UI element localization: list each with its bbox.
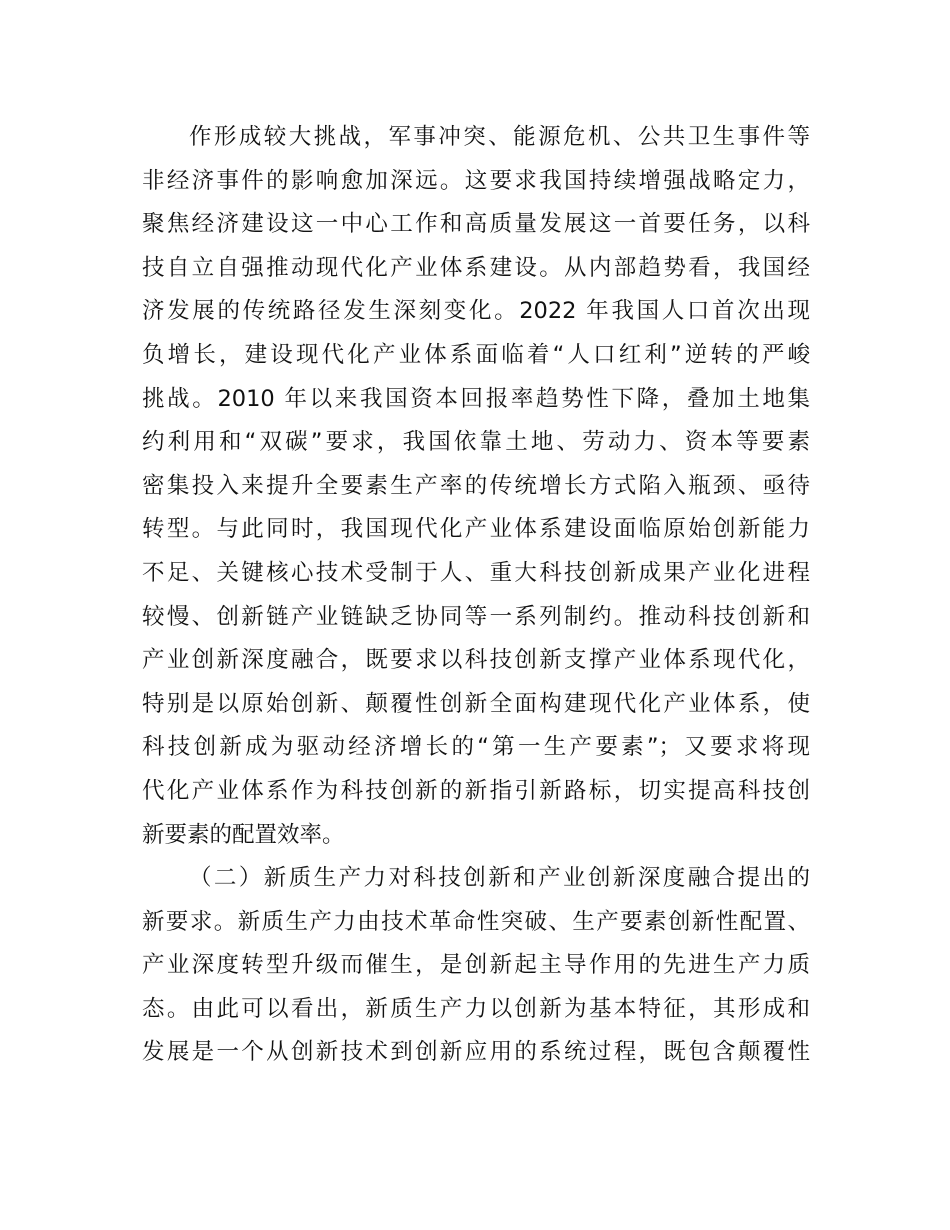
section-heading-line: （二）新质生产力对科技创新和产业创新深度融合提出的 [189, 865, 810, 892]
text-line: 发展是一个从创新技术到创新应用的系统过程，既包含颠覆性 [142, 1039, 810, 1066]
text-line: 挑战。2010 年以来我国资本回报率趋势性下降，叠加土地集 [142, 385, 810, 412]
text-line: 较慢、创新链产业链缺乏协同等一系列制约。推动科技创新和 [142, 603, 810, 630]
text-line: 新要素的配置效率。 [142, 821, 345, 848]
text-line: 不足、关键核心技术受制于人、重大科技创新成果产业化进程 [142, 559, 810, 586]
text-line: 约利用和“双碳”要求，我国依靠土地、劳动力、资本等要素 [142, 429, 810, 456]
text-line: 转型。与此同时，我国现代化产业体系建设面临原始创新能力 [142, 516, 810, 543]
text-line: 态。由此可以看出，新质生产力以创新为基本特征，其形成和 [142, 995, 810, 1022]
text-line: 产业深度转型升级而催生，是创新起主导作用的先进生产力质 [142, 952, 810, 979]
text-line: 代化产业体系作为科技创新的新指引新路标，切实提高科技创 [142, 777, 810, 804]
text-line: 特别是以原始创新、颠覆性创新全面构建现代化产业体系，使 [142, 690, 810, 717]
text-line: 新要求。新质生产力由技术革命性突破、生产要素创新性配置、 [142, 908, 810, 935]
text-line: 密集投入来提升全要素生产率的传统增长方式陷入瓶颈、亟待 [142, 472, 810, 499]
text-line: 技自立自强推动现代化产业体系建设。从内部趋势看，我国经 [142, 254, 810, 281]
text-line: 负增长，建设现代化产业体系面临着“人口红利”逆转的严峻 [142, 341, 810, 368]
text-line: 非经济事件的影响愈加深远。这要求我国持续增强战略定力， [142, 167, 810, 194]
text-line: 产业创新深度融合，既要求以科技创新支撑产业体系现代化， [142, 647, 810, 674]
body-text [142, 116, 810, 1075]
text-line: 科技创新成为驱动经济增长的“第一生产要素”；又要求将现 [142, 734, 810, 761]
paragraph-1 [142, 116, 810, 857]
paragraph-2 [142, 857, 810, 1075]
text-line: 济发展的传统路径发生深刻变化。2022 年我国人口首次出现 [142, 298, 810, 325]
text-line: 作形成较大挑战，军事冲突、能源危机、公共卫生事件等 [189, 124, 810, 150]
text-line: 聚焦经济建设这一中心工作和高质量发展这一首要任务，以科 [142, 211, 810, 238]
